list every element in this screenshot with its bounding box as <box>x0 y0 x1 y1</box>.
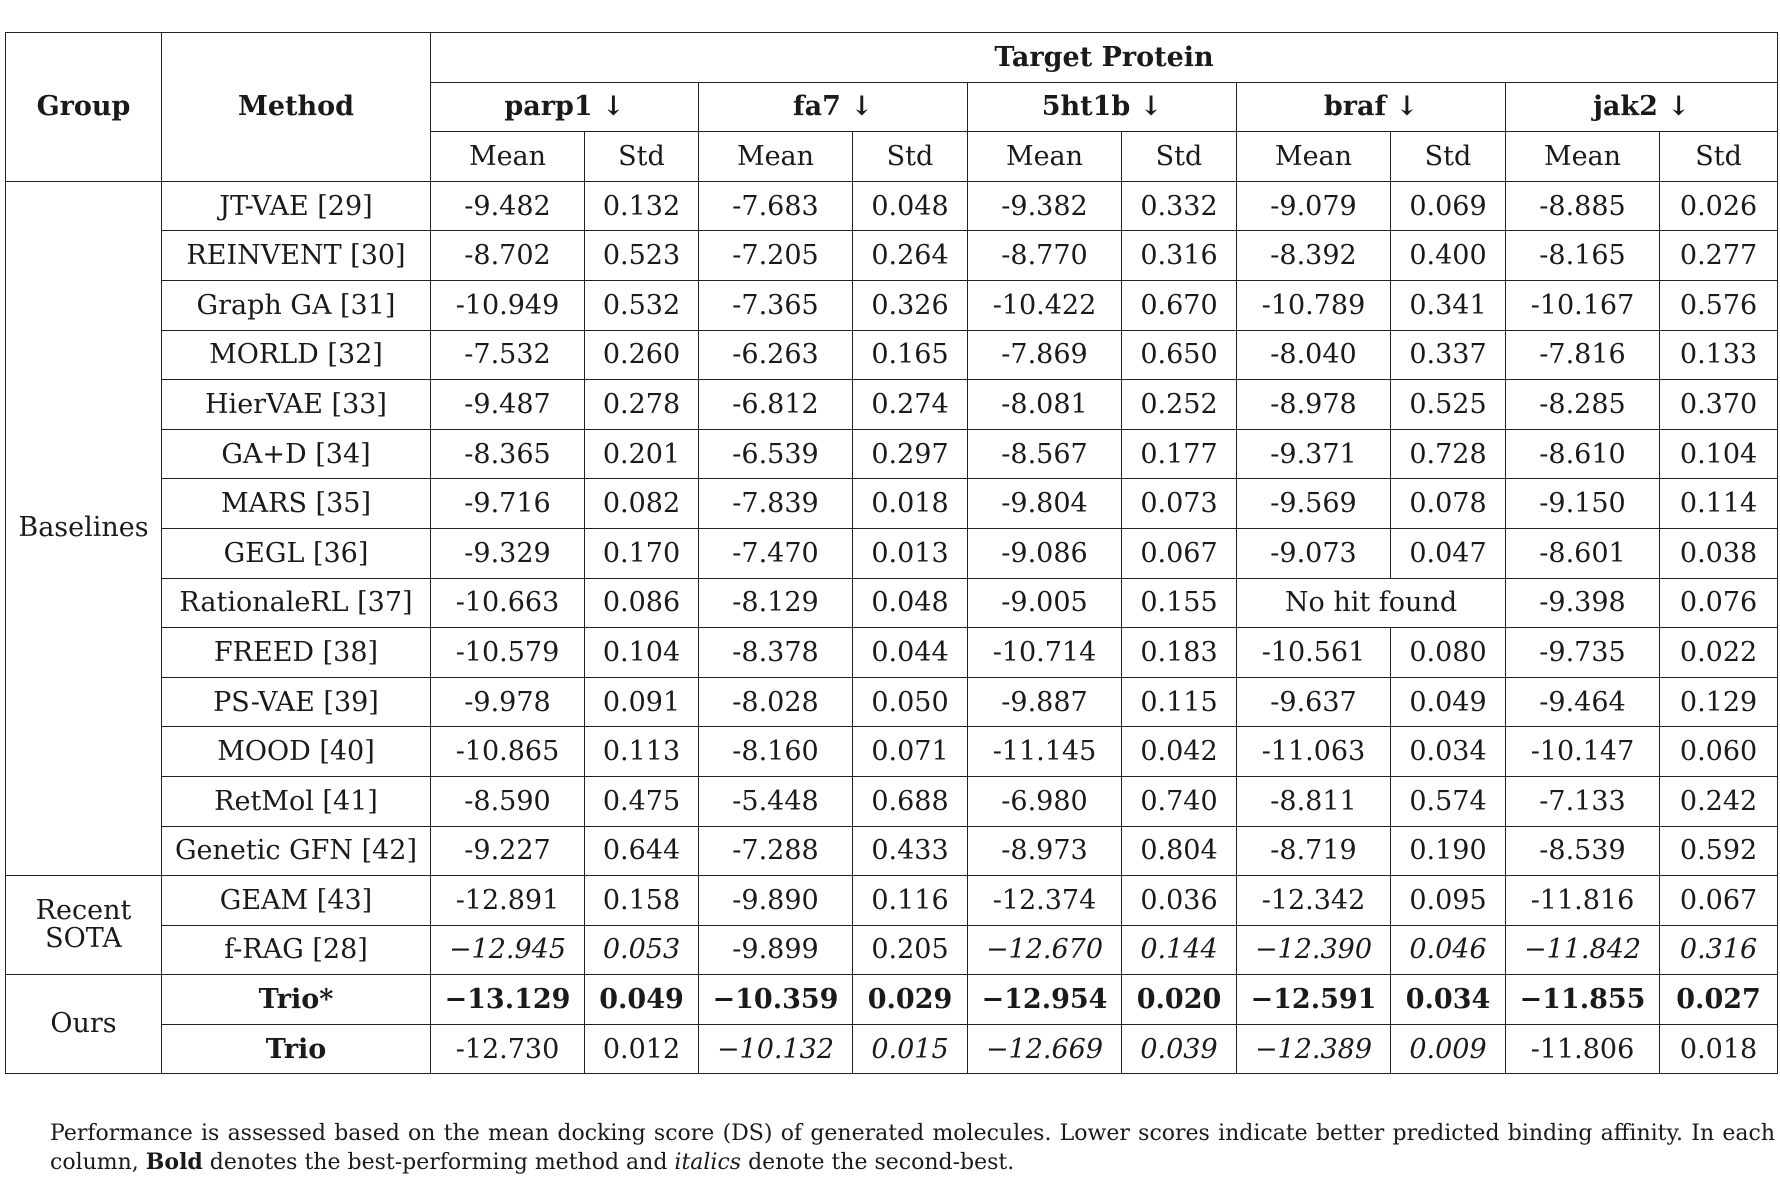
std-header: Std <box>853 132 968 182</box>
value-cell: 0.728 <box>1391 429 1506 479</box>
value-cell: -8.285 <box>1506 380 1660 430</box>
caption-italic-word: italics <box>674 1150 742 1175</box>
value-cell: -8.719 <box>1237 826 1391 876</box>
std-header: Std <box>585 132 699 182</box>
value-cell: 0.332 <box>1122 181 1237 231</box>
value-cell: -8.160 <box>699 727 853 777</box>
value-cell: 0.183 <box>1122 628 1237 678</box>
value-cell: -7.869 <box>968 330 1122 380</box>
mean-header: Mean <box>1237 132 1391 182</box>
value-cell: -9.804 <box>968 479 1122 529</box>
method-column-header: Method <box>162 33 431 182</box>
value-cell: 0.027 <box>1660 975 1778 1025</box>
value-cell: 0.326 <box>853 280 968 330</box>
value-cell: -6.980 <box>968 776 1122 826</box>
value-cell: 0.015 <box>853 1024 968 1074</box>
table-row <box>6 578 1778 628</box>
value-cell: 0.048 <box>853 578 968 628</box>
value-cell: 0.740 <box>1122 776 1237 826</box>
method-cell: Trio* <box>162 975 431 1025</box>
value-cell: 0.592 <box>1660 826 1778 876</box>
value-cell: -9.086 <box>968 528 1122 578</box>
group-column-header: Group <box>6 33 162 182</box>
value-cell: -9.329 <box>431 528 585 578</box>
value-cell: -7.816 <box>1506 330 1660 380</box>
value-cell: −12.390 <box>1237 925 1391 975</box>
group-cell: Baselines <box>6 181 162 875</box>
value-cell: -9.079 <box>1237 181 1391 231</box>
value-cell: 0.082 <box>585 479 699 529</box>
value-cell: 0.144 <box>1122 925 1237 975</box>
value-cell: −11.842 <box>1506 925 1660 975</box>
value-cell: 0.012 <box>585 1024 699 1074</box>
value-cell: −12.669 <box>968 1024 1122 1074</box>
value-cell: 0.165 <box>853 330 968 380</box>
protein-header: fa7 ↓ <box>699 82 968 132</box>
method-cell: MARS [35] <box>162 479 431 529</box>
value-cell: 0.475 <box>585 776 699 826</box>
method-cell: JT-VAE [29] <box>162 181 431 231</box>
protein-header: jak2 ↓ <box>1506 82 1778 132</box>
value-cell: -7.839 <box>699 479 853 529</box>
value-cell: 0.039 <box>1122 1024 1237 1074</box>
value-cell: 0.274 <box>853 380 968 430</box>
value-cell: -9.150 <box>1506 479 1660 529</box>
table-row <box>6 330 1778 380</box>
value-cell: 0.523 <box>585 231 699 281</box>
value-cell: −10.359 <box>699 975 853 1025</box>
value-cell: -9.887 <box>968 677 1122 727</box>
table-row <box>6 181 1778 231</box>
value-cell: 0.158 <box>585 876 699 926</box>
value-cell: 0.264 <box>853 231 968 281</box>
table-caption <box>50 1120 1775 1177</box>
value-cell: -8.378 <box>699 628 853 678</box>
value-cell: 0.155 <box>1122 578 1237 628</box>
value-cell: -7.365 <box>699 280 853 330</box>
value-cell: 0.804 <box>1122 826 1237 876</box>
value-cell: -10.561 <box>1237 628 1391 678</box>
method-cell: PS-VAE [39] <box>162 677 431 727</box>
mean-header: Mean <box>968 132 1122 182</box>
method-cell: GEGL [36] <box>162 528 431 578</box>
value-cell: 0.525 <box>1391 380 1506 430</box>
method-cell: Genetic GFN [42] <box>162 826 431 876</box>
method-cell: RationaleRL [37] <box>162 578 431 628</box>
value-cell: -11.063 <box>1237 727 1391 777</box>
value-cell: 0.018 <box>853 479 968 529</box>
value-cell: -9.569 <box>1237 479 1391 529</box>
value-cell: -9.978 <box>431 677 585 727</box>
value-cell: −12.670 <box>968 925 1122 975</box>
value-cell: -10.422 <box>968 280 1122 330</box>
value-cell: 0.370 <box>1660 380 1778 430</box>
value-cell: −12.389 <box>1237 1024 1391 1074</box>
value-cell: 0.114 <box>1660 479 1778 529</box>
table-row <box>6 1024 1778 1074</box>
target-protein-header: Target Protein <box>431 33 1778 83</box>
mean-header: Mean <box>699 132 853 182</box>
value-cell: 0.113 <box>585 727 699 777</box>
value-cell: 0.060 <box>1660 727 1778 777</box>
value-cell: -8.590 <box>431 776 585 826</box>
caption-text: Performance is assessed based on the mean docking score (DS) of generated molecules. Lower scores indicate better predicted binding affinity. In each column, <box>50 1121 1775 1175</box>
value-cell: -10.789 <box>1237 280 1391 330</box>
value-cell: 0.073 <box>1122 479 1237 529</box>
value-cell: 0.044 <box>853 628 968 678</box>
table-row <box>6 479 1778 529</box>
value-cell: 0.316 <box>1660 925 1778 975</box>
table-row <box>6 975 1778 1025</box>
table-row <box>6 429 1778 479</box>
value-cell: 0.049 <box>585 975 699 1025</box>
value-cell: -8.365 <box>431 429 585 479</box>
table-header <box>6 33 1778 182</box>
method-cell: MOOD [40] <box>162 727 431 777</box>
value-cell: 0.277 <box>1660 231 1778 281</box>
results-table <box>5 32 1778 1074</box>
method-cell: HierVAE [33] <box>162 380 431 430</box>
value-cell: -8.770 <box>968 231 1122 281</box>
value-cell: -6.539 <box>699 429 853 479</box>
value-cell: 0.078 <box>1391 479 1506 529</box>
value-cell: -8.392 <box>1237 231 1391 281</box>
value-cell: -12.730 <box>431 1024 585 1074</box>
value-cell: -5.448 <box>699 776 853 826</box>
method-cell: FREED [38] <box>162 628 431 678</box>
table-row <box>6 628 1778 678</box>
value-cell: 0.095 <box>1391 876 1506 926</box>
value-cell: 0.242 <box>1660 776 1778 826</box>
method-cell: f-RAG [28] <box>162 925 431 975</box>
method-cell: Trio <box>162 1024 431 1074</box>
table-row <box>6 231 1778 281</box>
value-cell: -8.601 <box>1506 528 1660 578</box>
table-row <box>6 528 1778 578</box>
value-cell: -8.028 <box>699 677 853 727</box>
caption-bold-word: Bold <box>145 1149 203 1175</box>
value-cell: 0.190 <box>1391 826 1506 876</box>
value-cell: 0.433 <box>853 826 968 876</box>
value-cell: 0.260 <box>585 330 699 380</box>
value-cell: 0.034 <box>1391 975 1506 1025</box>
value-cell: -9.735 <box>1506 628 1660 678</box>
value-cell: -8.973 <box>968 826 1122 876</box>
value-cell: No hit found <box>1237 578 1506 628</box>
value-cell: -10.714 <box>968 628 1122 678</box>
value-cell: 0.053 <box>585 925 699 975</box>
value-cell: 0.069 <box>1391 181 1506 231</box>
value-cell: -6.263 <box>699 330 853 380</box>
value-cell: 0.532 <box>585 280 699 330</box>
value-cell: 0.038 <box>1660 528 1778 578</box>
value-cell: −11.855 <box>1506 975 1660 1025</box>
value-cell: 0.042 <box>1122 727 1237 777</box>
value-cell: 0.046 <box>1391 925 1506 975</box>
value-cell: 0.341 <box>1391 280 1506 330</box>
value-cell: 0.013 <box>853 528 968 578</box>
value-cell: -10.663 <box>431 578 585 628</box>
value-cell: -11.816 <box>1506 876 1660 926</box>
method-cell: MORLD [32] <box>162 330 431 380</box>
std-header: Std <box>1660 132 1778 182</box>
value-cell: −10.132 <box>699 1024 853 1074</box>
value-cell: -12.342 <box>1237 876 1391 926</box>
value-cell: 0.018 <box>1660 1024 1778 1074</box>
caption-text: denotes the best-performing method and <box>202 1150 675 1175</box>
value-cell: 0.132 <box>585 181 699 231</box>
method-cell: GA+D [34] <box>162 429 431 479</box>
value-cell: 0.026 <box>1660 181 1778 231</box>
value-cell: 0.670 <box>1122 280 1237 330</box>
value-cell: 0.644 <box>585 826 699 876</box>
caption-text: denote the second-best. <box>741 1150 1015 1175</box>
value-cell: 0.080 <box>1391 628 1506 678</box>
table-row <box>6 280 1778 330</box>
value-cell: −12.591 <box>1237 975 1391 1025</box>
group-cell: Ours <box>6 975 162 1074</box>
value-cell: -7.683 <box>699 181 853 231</box>
value-cell: 0.576 <box>1660 280 1778 330</box>
value-cell: 0.104 <box>1660 429 1778 479</box>
value-cell: 0.048 <box>853 181 968 231</box>
table-row <box>6 876 1778 926</box>
value-cell: -8.610 <box>1506 429 1660 479</box>
value-cell: 0.104 <box>585 628 699 678</box>
value-cell: 0.050 <box>853 677 968 727</box>
value-cell: 0.115 <box>1122 677 1237 727</box>
value-cell: -9.073 <box>1237 528 1391 578</box>
value-cell: -8.978 <box>1237 380 1391 430</box>
table-row <box>6 925 1778 975</box>
mean-header: Mean <box>1506 132 1660 182</box>
value-cell: 0.034 <box>1391 727 1506 777</box>
value-cell: -7.205 <box>699 231 853 281</box>
value-cell: 0.116 <box>853 876 968 926</box>
value-cell: -10.579 <box>431 628 585 678</box>
value-cell: -10.865 <box>431 727 585 777</box>
value-cell: 0.129 <box>1660 677 1778 727</box>
table-row <box>6 727 1778 777</box>
value-cell: 0.316 <box>1122 231 1237 281</box>
value-cell: 0.029 <box>853 975 968 1025</box>
protein-header: 5ht1b ↓ <box>968 82 1237 132</box>
table-row <box>6 677 1778 727</box>
value-cell: 0.400 <box>1391 231 1506 281</box>
value-cell: −13.129 <box>431 975 585 1025</box>
value-cell: 0.022 <box>1660 628 1778 678</box>
value-cell: -6.812 <box>699 380 853 430</box>
value-cell: 0.252 <box>1122 380 1237 430</box>
value-cell: 0.650 <box>1122 330 1237 380</box>
protein-header: braf ↓ <box>1237 82 1506 132</box>
method-cell: Graph GA [31] <box>162 280 431 330</box>
value-cell: -11.145 <box>968 727 1122 777</box>
value-cell: -8.885 <box>1506 181 1660 231</box>
value-cell: -9.398 <box>1506 578 1660 628</box>
value-cell: -9.487 <box>431 380 585 430</box>
value-cell: -9.371 <box>1237 429 1391 479</box>
method-cell: REINVENT [30] <box>162 231 431 281</box>
value-cell: -8.539 <box>1506 826 1660 876</box>
value-cell: 0.047 <box>1391 528 1506 578</box>
value-cell: 0.009 <box>1391 1024 1506 1074</box>
value-cell: -10.147 <box>1506 727 1660 777</box>
value-cell: 0.086 <box>585 578 699 628</box>
value-cell: 0.020 <box>1122 975 1237 1025</box>
value-cell: 0.574 <box>1391 776 1506 826</box>
std-header: Std <box>1391 132 1506 182</box>
value-cell: 0.688 <box>853 776 968 826</box>
value-cell: 0.067 <box>1122 528 1237 578</box>
value-cell: -9.005 <box>968 578 1122 628</box>
value-cell: -10.167 <box>1506 280 1660 330</box>
value-cell: -7.532 <box>431 330 585 380</box>
value-cell: -9.899 <box>699 925 853 975</box>
table-body <box>6 181 1778 1074</box>
value-cell: 0.201 <box>585 429 699 479</box>
value-cell: -9.637 <box>1237 677 1391 727</box>
value-cell: 0.067 <box>1660 876 1778 926</box>
value-cell: -8.165 <box>1506 231 1660 281</box>
protein-header: parp1 ↓ <box>431 82 699 132</box>
value-cell: -7.133 <box>1506 776 1660 826</box>
value-cell: 0.297 <box>853 429 968 479</box>
table-row <box>6 776 1778 826</box>
value-cell: -8.567 <box>968 429 1122 479</box>
method-cell: RetMol [41] <box>162 776 431 826</box>
value-cell: 0.205 <box>853 925 968 975</box>
value-cell: -7.288 <box>699 826 853 876</box>
mean-header: Mean <box>431 132 585 182</box>
value-cell: 0.091 <box>585 677 699 727</box>
value-cell: -8.811 <box>1237 776 1391 826</box>
value-cell: -11.806 <box>1506 1024 1660 1074</box>
value-cell: 0.177 <box>1122 429 1237 479</box>
value-cell: -9.382 <box>968 181 1122 231</box>
value-cell: 0.049 <box>1391 677 1506 727</box>
value-cell: -9.464 <box>1506 677 1660 727</box>
value-cell: 0.133 <box>1660 330 1778 380</box>
value-cell: -9.227 <box>431 826 585 876</box>
value-cell: -9.716 <box>431 479 585 529</box>
value-cell: 0.076 <box>1660 578 1778 628</box>
group-cell: Recent SOTA <box>6 876 162 975</box>
value-cell: -8.129 <box>699 578 853 628</box>
value-cell: -12.891 <box>431 876 585 926</box>
value-cell: -8.702 <box>431 231 585 281</box>
value-cell: −12.954 <box>968 975 1122 1025</box>
value-cell: -9.890 <box>699 876 853 926</box>
value-cell: -10.949 <box>431 280 585 330</box>
std-header: Std <box>1122 132 1237 182</box>
value-cell: 0.337 <box>1391 330 1506 380</box>
table-row <box>6 380 1778 430</box>
value-cell: -8.040 <box>1237 330 1391 380</box>
value-cell: -8.081 <box>968 380 1122 430</box>
value-cell: 0.036 <box>1122 876 1237 926</box>
value-cell: -7.470 <box>699 528 853 578</box>
value-cell: 0.170 <box>585 528 699 578</box>
value-cell: -12.374 <box>968 876 1122 926</box>
value-cell: -9.482 <box>431 181 585 231</box>
value-cell: 0.071 <box>853 727 968 777</box>
table-row <box>6 826 1778 876</box>
method-cell: GEAM [43] <box>162 876 431 926</box>
value-cell: −12.945 <box>431 925 585 975</box>
value-cell: 0.278 <box>585 380 699 430</box>
